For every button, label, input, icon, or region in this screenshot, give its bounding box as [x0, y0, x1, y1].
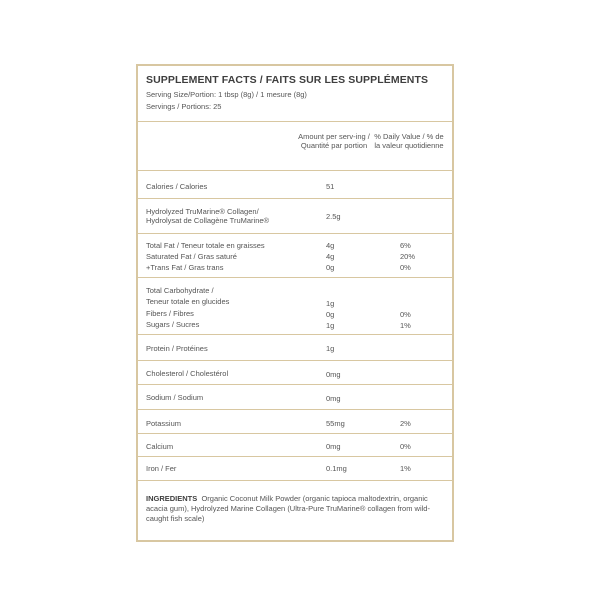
- saturated-fat-dv: 20%: [400, 252, 416, 261]
- divider: [138, 456, 452, 457]
- total-fat-label: Total Fat / Teneur totale en graisses: [146, 241, 265, 250]
- divider: [138, 277, 452, 278]
- carb-label-en: Total Carbohydrate /: [146, 286, 214, 295]
- total-fat-amount: 4g: [326, 241, 335, 250]
- panel-title: SUPPLEMENT FACTS / FAITS SUR LES SUPPLÉMENTS: [146, 74, 429, 86]
- ingredients-heading: INGREDIENTS: [146, 494, 198, 503]
- trans-fat-amount: 0g: [326, 263, 335, 272]
- header-daily-value: % Daily Value / % de la valeur quotidienne: [374, 132, 444, 150]
- calcium-dv: 0%: [400, 442, 411, 451]
- sodium-label: Sodium / Sodium: [146, 393, 204, 402]
- cholesterol-amount: 0mg: [326, 370, 341, 379]
- divider: [138, 170, 452, 171]
- sodium-amount: 0mg: [326, 394, 341, 403]
- carb-label-fr: Teneur totale en glucides: [146, 297, 230, 306]
- header-amount: Amount per serv-ing / Quantité par portion: [298, 132, 370, 150]
- potassium-label: Potassium: [146, 419, 182, 428]
- saturated-fat-label: Saturated Fat / Gras saturé: [146, 252, 237, 261]
- protein-label: Protein / Protéines: [146, 344, 208, 353]
- divider: [138, 409, 452, 410]
- saturated-fat-amount: 4g: [326, 252, 335, 261]
- sugars-label: Sugars / Sucres: [146, 320, 200, 329]
- iron-dv: 1%: [400, 464, 411, 473]
- calories-label: Calories / Calories: [146, 182, 208, 191]
- servings: Servings / Portions: 25: [146, 102, 222, 111]
- divider: [138, 480, 452, 481]
- protein-amount: 1g: [326, 344, 335, 353]
- calcium-amount: 0mg: [326, 442, 341, 451]
- potassium-dv: 2%: [400, 419, 411, 428]
- fibers-amount: 0g: [326, 310, 335, 319]
- divider: [138, 334, 452, 335]
- fibers-label: Fibers / Fibres: [146, 309, 194, 318]
- divider: [138, 121, 452, 122]
- sugars-amount: 1g: [326, 321, 335, 330]
- iron-amount: 0.1mg: [326, 464, 347, 473]
- divider: [138, 433, 452, 434]
- divider: [138, 384, 452, 385]
- iron-label: Iron / Fer: [146, 464, 177, 473]
- sugars-dv: 1%: [400, 321, 411, 330]
- trans-fat-dv: 0%: [400, 263, 411, 272]
- trans-fat-label: +Trans Fat / Gras trans: [146, 263, 224, 272]
- collagen-label-en: Hydrolyzed TruMarine® Collagen/: [146, 207, 259, 216]
- ingredients-text: Organic Coconut Milk Powder (organic tapioca maltodextrin, organic acacia gum), Hydrolyzed Marine Collagen (Ultra-Pure TruMarine® collagen from wild-caught fish scale): [146, 494, 430, 523]
- serving-size: Serving Size/Portion: 1 tbsp (8g) / 1 mesure (8g): [146, 90, 307, 99]
- supplement-facts-panel: [136, 64, 454, 542]
- fibers-dv: 0%: [400, 310, 411, 319]
- calcium-label: Calcium: [146, 442, 174, 451]
- collagen-label-fr: Hydrolysat de Collagène TruMarine®: [146, 216, 270, 225]
- total-fat-dv: 6%: [400, 241, 411, 250]
- divider: [138, 198, 452, 199]
- ingredients: [146, 494, 446, 524]
- divider: [138, 233, 452, 234]
- collagen-amount: 2.5g: [326, 212, 341, 221]
- carb-amount: 1g: [326, 299, 335, 308]
- calories-amount: 51: [326, 182, 335, 191]
- cholesterol-label: Cholesterol / Cholestérol: [146, 369, 229, 378]
- divider: [138, 360, 452, 361]
- potassium-amount: 55mg: [326, 419, 345, 428]
